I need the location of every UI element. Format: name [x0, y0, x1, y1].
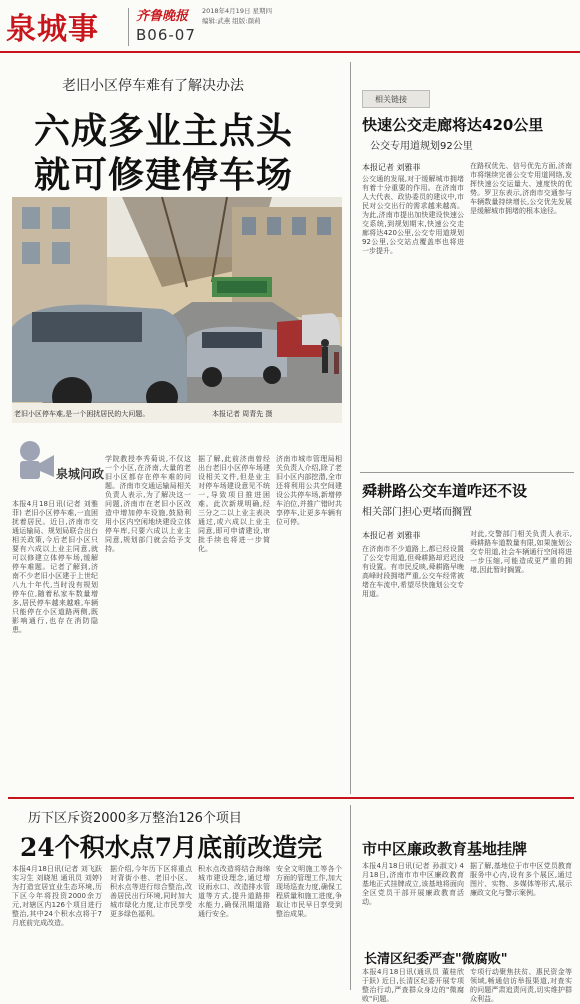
story6-byline: 本报4月18日讯(通讯员 董桂欣 于跃) 近日,长清区纪委开展专项整治行动,严查群众身边的"微腐败"问题。 [362, 968, 464, 1003]
story6-title: 长清区纪委严查"微腐败" [364, 952, 508, 967]
lead-headline-line2: 就可修建停车场 [34, 154, 294, 196]
photo-credit: 本报记者 周青先 摄 [212, 410, 273, 418]
lead-body-col2: 学院教授李秀菊说,不仅这一个小区,在济南,大量的老旧小区都存在停车难的问题。济南市交通运输局相关负责人表示,为了解决这一问题,济南市在老旧小区改造中增加停车设施,鼓励利用小区内空闲地块建设立体停车库,只要六成以上业主同意,规划部门就会给予支持。 [105, 455, 191, 553]
story4-body: 本报4月18日讯(记者 刘飞跃 实习生 刘晓旭 通讯员 刘婷) 为打造宜居宜业生态环境,历下区今年将投资2000余万元,对辖区内126个项目进行整治,其中24个积水点将于7月底前完成改造。 [12, 865, 102, 927]
story5-text-b: 据了解,基地位于市中区党员教育服务中心内,设有多个展区,通过图片、实物、多媒体等形式,展示廉政文化与警示案例。 [470, 862, 572, 897]
story2-text-b: 在路权优先、信号优先方面,济南市将继续完善公交专用道网络,发挥快速公交运量大、速度快的优势。罗卫东表示,济南市交通参与车辆数量持续增长,公交优先发展是缓解城市拥堵的根本途径。 [470, 162, 572, 215]
column-logo [12, 433, 112, 485]
story6-text-b: 专项行动聚焦扶贫、惠民资金等领域,畅通信访举报渠道,对查实的问题严肃追责问责,切实维护群众利益。 [470, 968, 572, 1003]
lead-kicker: 老旧小区停车难有了解决办法 [62, 78, 244, 94]
sidebar-rule-1 [360, 472, 574, 473]
story3-subtitle: 相关部门担心更堵而搁置 [362, 507, 472, 518]
story2-title: 快速公交走廊将达420公里 [362, 116, 544, 134]
related-tag [362, 90, 430, 108]
lead-body-col1: 本报4月18日讯(记者 刘雅菲) 老旧小区停车难,一直困扰着居民。近日,济南市交通运输局、规划局联合出台相关政策,今后老旧小区只要有六成以上业主同意,就可以修建立体停车场,缓解停车难题。记者了解到,济南不少老旧小区建于上世纪八九十年代,当时没有规划停车位,随着私家车数量增多,居民停车越来越难,车辆只能停在小区道路两侧,既影响通行,也存在消防隐患。 [12, 500, 98, 634]
story4-col3: 积水点改造将结合海绵城市建设理念,通过增设雨水口、改造排水管道等方式,提升道路排水能力,确保汛期道路通行安全。 [198, 865, 270, 918]
page-number: B06-07 [136, 26, 196, 44]
story4-headline: 24个积水点7月底前改造完 [20, 833, 323, 862]
column-divider [350, 62, 351, 794]
section-title: 泉城事 [6, 12, 99, 47]
story3-text-b: 对此,交警部门相关负责人表示,舜耕路车道数量有限,如果施划公交专用道,社会车辆通行空间将进一步压缩,可能造成更严重的拥堵,因此暂时搁置。 [470, 530, 572, 574]
story4-col4: 安全文明施工等各个方面的管理工作,加大现场巡查力度,确保工程质量和施工进度,争取让市民早日享受到整治成果。 [276, 865, 342, 918]
story3-byline: 本报记者 刘雅菲 [362, 531, 421, 540]
story3-text-a: 在济南市不少道路上,都已经设置了公交专用道,但舜耕路却迟迟没有设置。有市民反映,舜耕路早晚高峰时段拥堵严重,公交车经常被堵在车流中,希望尽快施划公交专用道。 [362, 545, 464, 598]
story5-byline: 本报4月18日讯(记者 孙淑文) 4月18日,济南市市中区廉政教育基地正式挂牌成立,该基地将面向全区党员干部开展廉政教育活动。 [362, 862, 464, 906]
editors-line: 编辑:武燕 组版:颜莉 [202, 17, 261, 25]
lead-body-col4: 济南市城市管理局相关负责人介绍,除了老旧小区内部挖潜,全市还将利用公共空间建设公共停车场,新增停车泊位,并推广错时共享停车,让更多车辆有位可停。 [276, 455, 342, 526]
bottom-section-rule [8, 797, 574, 799]
date-line: 2018年4月19日 星期四 [202, 7, 273, 15]
masthead [0, 0, 580, 52]
column-title: 泉城问政 [56, 467, 105, 481]
photo-caption: 老旧小区停车难,是一个困扰居民的大问题。 [14, 410, 150, 418]
paper-logo: 齐鲁晚报 [136, 9, 189, 24]
lead-headline-line1: 六成多业主点头 [34, 110, 294, 152]
related-tag-label: 相关链接 [375, 95, 407, 104]
story4-kicker: 历下区斥资2000多万整治126个项目 [28, 811, 242, 826]
story5-title: 市中区廉政教育基地挂牌 [362, 840, 528, 858]
masthead-rule [0, 51, 580, 53]
lead-body-col3: 据了解,此前济南曾经出台老旧小区停车场建设相关文件,但是业主对停车场建设意见不统一,导致项目推进困难。此次新规明确,经三分之二以上业主表决通过,或六成以上业主同意,即可申请建设,审批手续也将进一步简化。 [198, 455, 270, 553]
story4-col2: 据介绍,今年历下区将重点对背街小巷、老旧小区、积水点等进行综合整治,改善居民出行环境,同时加大城市绿化力度,让市民享受更多绿色福利。 [110, 865, 192, 918]
bottom-column-divider [350, 805, 351, 990]
street-parking-photo [12, 197, 342, 423]
masthead-divider [128, 8, 129, 46]
story3-title: 舜耕路公交车道咋还不设 [362, 482, 528, 500]
story2-text-a: 公交通的发展,对于缓解城市拥堵有着十分重要的作用。在济南市人大代表、政协委员的建议中,市民对公交出行的需求越来越高。为此,济南市提出加快建设快速公交系统,到规划期末,快速公交走廊将达420公里,公交专用道规划92公里,公交站点覆盖率也将进一步提升。 [362, 175, 464, 255]
story2-subtitle: 公交专用道规划92公里 [370, 141, 473, 152]
lead-photo [12, 197, 342, 423]
story2-byline: 本报记者 刘雅菲 [362, 163, 421, 172]
